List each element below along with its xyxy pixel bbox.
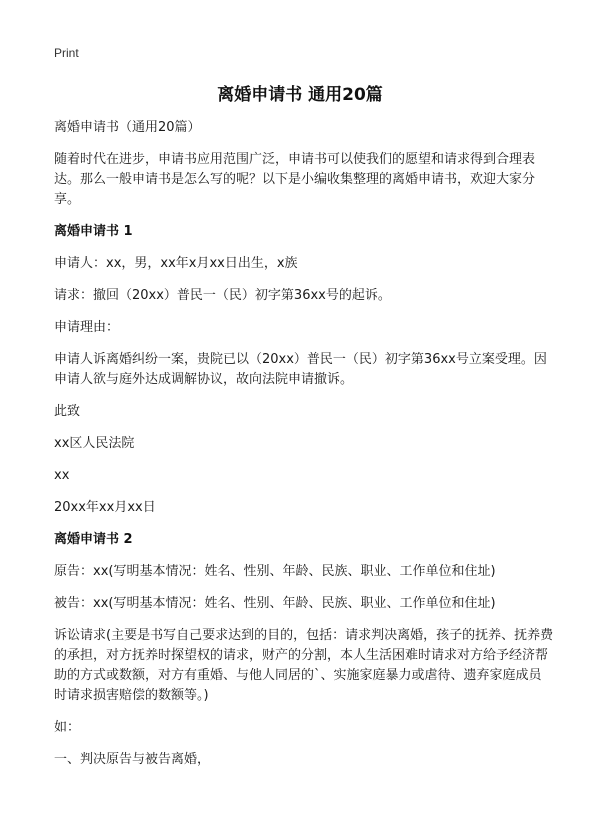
request-line: 请求：撤回（20xx）普民一（民）初字第36xx号的起诉。 — [54, 288, 391, 303]
date-line: 20xx年xx月xx日 — [54, 500, 156, 515]
plaintiff-line: 原告：xx(写明基本情况：姓名、性别、年龄、民族、职业、工作单位和住址) — [54, 564, 496, 579]
section-1-heading: 离婚申请书 1 — [54, 224, 133, 239]
signature: xx — [54, 468, 70, 483]
reason-paragraph: 申请人诉离婚纠纷一案，贵院已以（20xx）普民一（民）初字第36xx号立案受理。因申请人欲与庭外达成调解协议，故向法院申请撤诉。 — [54, 352, 547, 387]
claim-item-1: 一、判决原告与被告离婚， — [54, 752, 211, 767]
document-body — [54, 118, 554, 782]
section-2-heading: 离婚申请书 2 — [54, 532, 133, 547]
intro-paragraph: 随着时代在进步，申请书应用范围广泛，申请书可以使我们的愿望和请求得到合理表达。那么一般申请书是怎么写的呢？以下是小编收集整理的离婚申请书，欢迎大家分享。 — [54, 152, 536, 207]
court-name: xx区人民法院 — [54, 436, 135, 451]
document-title: 离婚申请书 通用20篇 — [217, 85, 383, 105]
defendant-line: 被告：xx(写明基本情况：姓名、性别、年龄、民族、职业、工作单位和住址) — [54, 596, 496, 611]
reason-label: 申请理由： — [54, 320, 120, 335]
claims-paragraph: 诉讼请求(主要是书写自己要求达到的目的，包括：请求判决离婚，孩子的抚养、抚养费的承担，对方抚养时探望权的请求，财产的分割，本人生活困难时请求对方给予经济帮助的方式或数额，对方有重婚、与他人同居的`、实施家庭暴力或虐待、遗弃家庭成员时请求损害赔偿的数额等。) — [54, 628, 554, 703]
document-subtitle: 离婚申请书（通用20篇） — [54, 120, 201, 135]
salutation: 此致 — [54, 404, 81, 419]
print-link[interactable]: Print — [54, 46, 79, 60]
example-label: 如： — [54, 720, 81, 735]
applicant-line: 申请人：xx，男，xx年x月xx日出生，x族 — [54, 256, 298, 271]
